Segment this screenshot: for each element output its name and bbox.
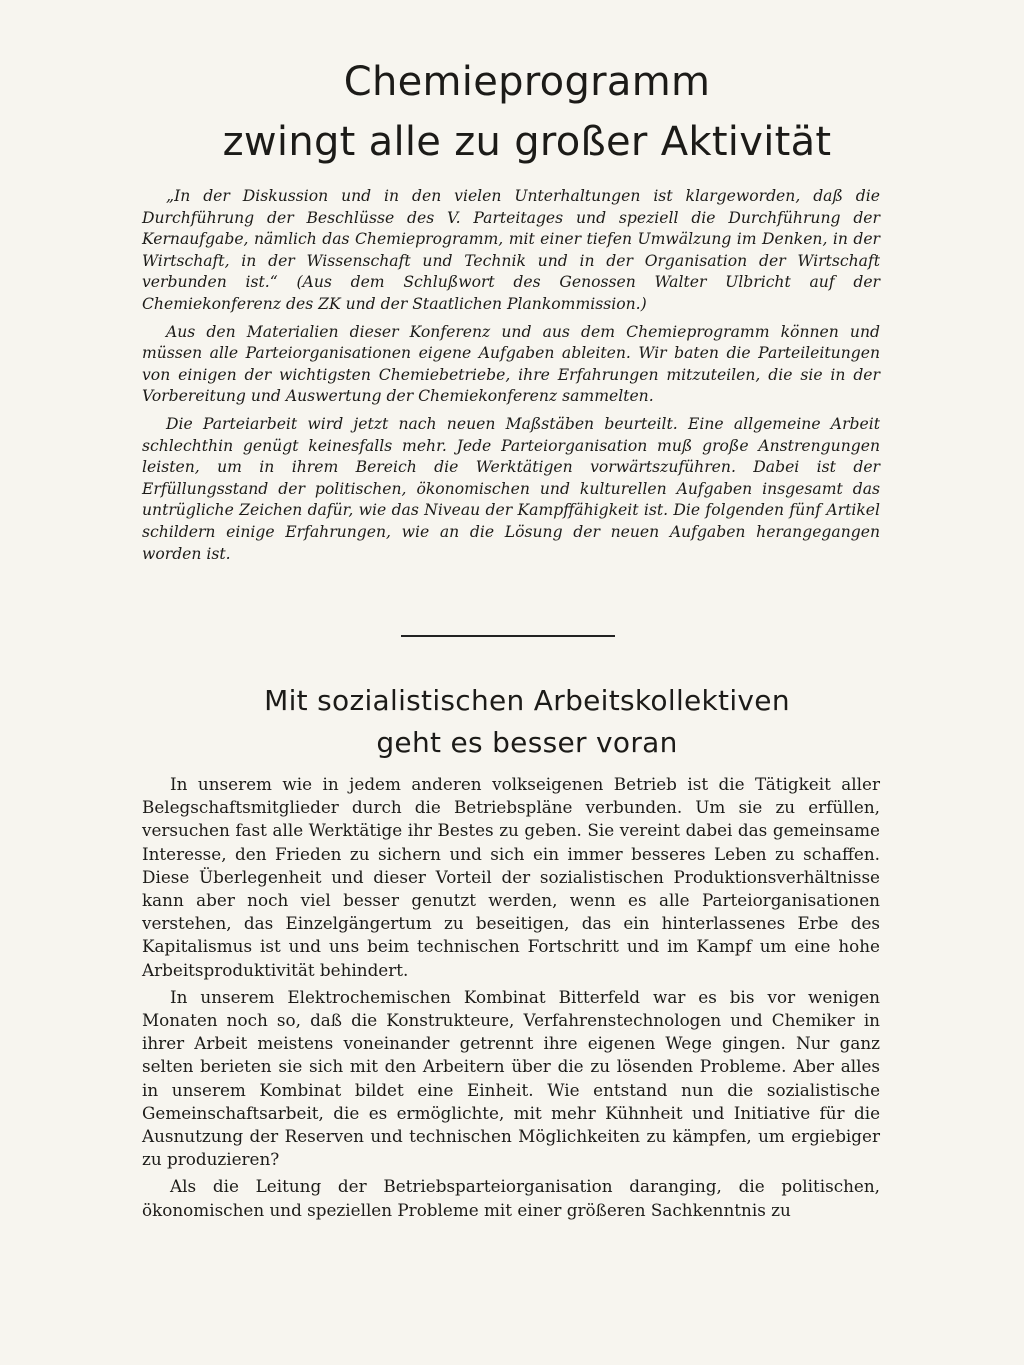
main-title: [160, 52, 894, 172]
main-title-line-2: zwingt alle zu großer Aktivität: [222, 119, 832, 165]
section-divider: [401, 635, 615, 637]
article-title-line-1: Mit sozialistischen Arbeitskollektiven: [264, 684, 790, 717]
article-body: [142, 773, 880, 1226]
intro-section: [142, 186, 880, 571]
article-paragraph: Als die Leitung der Betriebsparteiorganisation daranging, die politischen, ökonomischen und speziellen Probleme mit einer größeren Sachkenntnis zu: [142, 1176, 880, 1220]
article-paragraph: In unserem wie in jedem anderen volkseigenen Betrieb ist die Tätigkeit aller Belegschaftsmitglieder durch die Betriebspläne verbunden. Um sie zu erfüllen, versuchen fast alle Werktätige ihr Bestes zu geben. Sie vereint dabei das gemeinsame Interesse, den Frieden zu sichern und sich ein immer besseres Leben zu schaffen. Diese Überlegenheit und dieser Vorteil der sozialistischen Produktionsverhältnisse kann aber noch viel besser genutzt werden, wenn es alle Parteiorganisationen verstehen, das Einzelgängertum zu beseitigen, das ein hinterlassenes Erbe des Kapitalismus ist und uns beim technischen Fortschritt und im Kampf um eine hohe Arbeitsproduktivität behindert.: [142, 774, 880, 980]
intro-paragraph: Aus den Materialien dieser Konferenz und aus dem Chemieprogramm können und müssen alle Parteiorganisationen eigene Aufgaben ableiten. Wir baten die Parteileitungen von einigen der wichtigsten Chemiebetriebe, ihre Erfahrungen mitzuteilen, die sie in der Vorbereitung und Auswertung der Chemiekonferenz sammelten.: [142, 322, 880, 406]
main-title-line-1: Chemieprogramm: [343, 59, 711, 105]
article-paragraph: In unserem Elektrochemischen Kombinat Bitterfeld war es bis vor wenigen Monaten noch so, daß die Konstrukteure, Verfahrenstechnologen und Chemiker in ihrer Arbeit meistens voneinander getrennt ihre eigenen Wege gingen. Nur ganz selten berieten sie sich mit den Arbeitern über die zu lösenden Probleme. Aber alles in unserem Kombinat bildet eine Einheit. Wie entstand nun die sozialistische Gemeinschaftsarbeit, die es ermöglichte, mit mehr Kühnheit und Initiative für die Ausnutzung der Reserven und technischen Möglichkeiten zu kämpfen, um ergiebiger zu produzieren?: [142, 986, 880, 1170]
article-title-line-2: geht es besser voran: [376, 726, 678, 759]
intro-paragraph: „In der Diskussion und in den vielen Unterhaltungen ist klargeworden, daß die Durchführung der Beschlüsse des V. Parteitages und speziell die Durchführung der Kernaufgabe, nämlich das Chemieprogramm, mit einer tiefen Umwälzung im Denken, in der Wirtschaft, in der Wissenschaft und Technik und in der Organisation der Wirtschaft verbunden ist.“ (Aus dem Schlußwort des Genossen Walter Ulbricht auf der Chemiekonferenz des ZK und der Staatlichen Plankommission.): [142, 187, 880, 313]
article-title: [160, 680, 894, 764]
intro-paragraph: Die Parteiarbeit wird jetzt nach neuen Maßstäben beurteilt. Eine allgemeine Arbeit schlechthin genügt keinesfalls mehr. Jede Parteiorganisation muß große Anstrengungen leisten, um in ihrem Bereich die Werktätigen vorwärtszuführen. Dabei ist der Erfüllungsstand der politischen, ökonomischen und kulturellen Aufgaben insgesamt das untrügliche Zeichen dafür, wie das Niveau der Kampffähigkeit ist. Die folgenden fünf Artikel schildern einige Erfahrungen, wie an die Lösung der neuen Aufgaben herangegangen worden ist.: [142, 414, 880, 563]
